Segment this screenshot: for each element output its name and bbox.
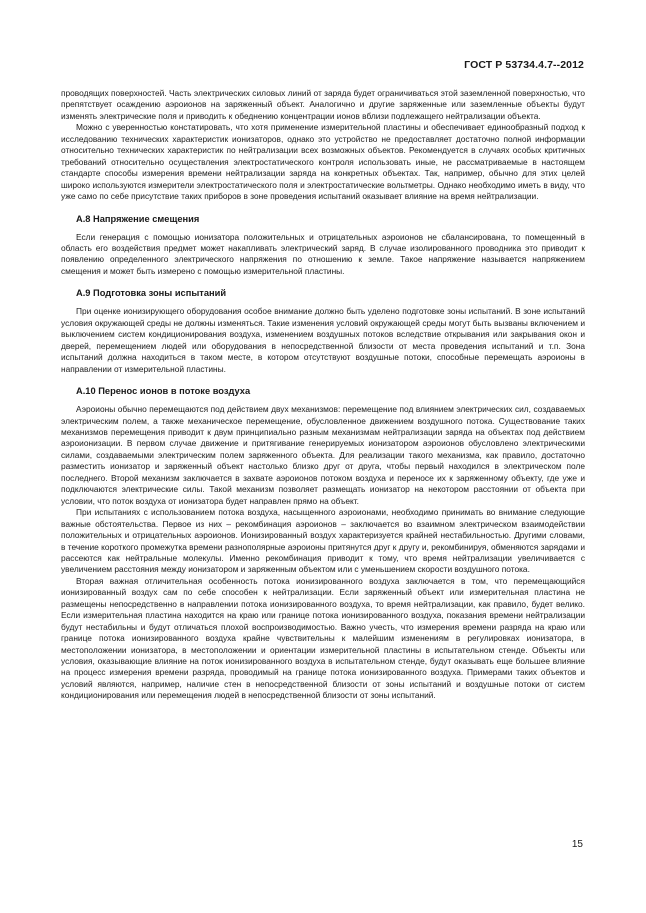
paragraph: Вторая важная отличительная особенность потока ионизированного воздуха заключается в том, что перемещающийся ионизированный воздух сам по себе способен к нейтрализации. Если заряженный объект или измерительная пластина не размещены непосредственно в направлении потока ионизированного воздуха, то время нейтрализации, как правило, будет велико. Если измерительная пластина находится на краю или границе потока ионизированного воздуха, показания времени нейтрализации будут нестабильны и будут отличаться плохой воспроизводимостью. Важно учесть, что измерения времени разряда на краю или границе потока ионизированного воздуха крайне чувствительны к малейшим изменениям в регулировках ионизатора, в местоположении ионизатора, в местоположении и ориентации измерительной пластины в испытательном стенде. Объекты или условия, оказывающие влияние на поток ионизированного воздуха в испытательном стенде, будут оказывать еще большее влияние на процесс измерения времени разряда, проводимый на границе потока ионизированного воздуха. Примерами таких объектов и условий являются, например, наличие стен в непосредственной близости от зоны испытаний и воздушные потоки от систем кондиционирования или перемещения людей в непосредственной близости от зоны испытаний. [61,575,585,701]
paragraph: При испытаниях с использованием потока воздуха, насыщенного аэроионами, необходимо принимать во внимание следующие важные обстоятельства. Первое из них – рекомбинация аэроионов – заключается во взаимном электрическом взаимодействии положительных и отрицательных аэроионов. Ионизированный воздух характеризуется крайней нестабильностью. Другими словами, в течение короткого промежутка времени разнополярные аэроионы притянутся друг к другу и, рекомбинируя, обменяются зарядами и рассеются как нейтральные молекулы. Именно рекомбинация приводит к тому, что время нейтрализации увеличивается с увеличением расстояния между ионизатором и заряженным объектом или с уменьшением скорости воздушного потока. [61,507,585,575]
paragraph-continuation: проводящих поверхностей. Часть электрических силовых линий от заряда будет ограничиваться этой заземленной поверхностью, что препятствует осаждению аэроионов на заряженный объект. Аналогично и другие заряженные или заземленные объекты будут изменять электрические поля и приводить к обеднению концентрации ионов вблизи подлежащего нейтрализации объекта. [61,88,585,121]
paragraph: Аэроионы обычно перемещаются под действием двух механизмов: перемещение под влиянием электрических сил, создаваемых электрическим полем, а также механическое перемещение, обусловленное движением воздушного потока. Существование таких механизмов перемещения приводит к двум принципиально разным механизмам нейтрализации заряда на объектах под действием аэроионизации. В первом случае движение и притягивание генерируемых ионизатором аэроионов обусловлено электрическими силами, создаваемыми электрическим полем заряженного объекта. Для реализации такого механизма, как правило, достаточно разместить ионизатор и заряженный объект настолько близко друг от друга, чтобы первый находился в электрическом поле последнего. Второй механизм заключается в захвате аэроионов потоком воздуха и переносе их к заряженному объекту, где уже и подключаются электрические силы. Такой механизм позволяет размещать ионизатор на некотором расстоянии от объекта при условии, что поток воздуха от ионизатора будет направлен прямо на объект. [61,404,585,506]
section-heading-a8: А.8 Напряжение смещения [76,213,200,224]
paragraph: Можно с уверенностью констатировать, что хотя применение измерительной пластины и обеспечивает единообразный подход к исследованию технических характеристик ионизаторов, однако это устройство не предоставляет достаточно полной информации относительно технических характеристик по нейтрализации всех возможных объектов. Рекомендуется в случаях особых критичных требований относительно осуществления электростатического контроля использовать иные, не рассматриваемые в настоящем стандарте способы измерения времени нейтрализации заряда на конкретных объектах. Так, например, обычно для этих целей широко используются измерители электростатического поля и электростатические вольтметры. Однако необходимо иметь в виду, что уже само по себе присутствие таких приборов в зоне проведения испытаний оказывает влияние на время нейтрализации. [61,122,585,202]
main-text [61,88,585,702]
page-number: 15 [571,839,583,850]
section-heading-a10: А.10 Перенос ионов в потоке воздуха [76,386,251,397]
paragraph: Если генерация с помощью ионизатора положительных и отрицательных аэроионов не сбалансирована, то помещенный в область его воздействия предмет может накапливать электрический заряд. В случае изолированного проводника это приводит к появлению определенного электрического напряжения по отношению к земле. Такое напряжение называется напряжением смещения и может быть измерено с помощью измерительной пластины. [61,231,585,276]
paragraph: При оценке ионизирующего оборудования особое внимание должно быть уделено подготовке зоны испытаний. В зоне испытаний условия окружающей среды не должны изменяться. Такие изменения условий окружающей среды могут быть вызваны включением и выключением систем кондиционирования воздуха, изменением воздушных потоков вследствие открывания или закрывания окон и дверей, перемещением людей или оборудования в непосредственной близости от места проведения испытаний и т.п. Зона испытаний должна находиться в таком месте, в котором отсутствуют воздушные потоки, способные перемещать аэроионы в направлении от измерительной пластины. [61,306,585,374]
standard-designation: ГОСТ Р 53734.4.7--2012 [464,59,584,71]
section-heading-a9: А.9 Подготовка зоны испытаний [76,288,227,299]
